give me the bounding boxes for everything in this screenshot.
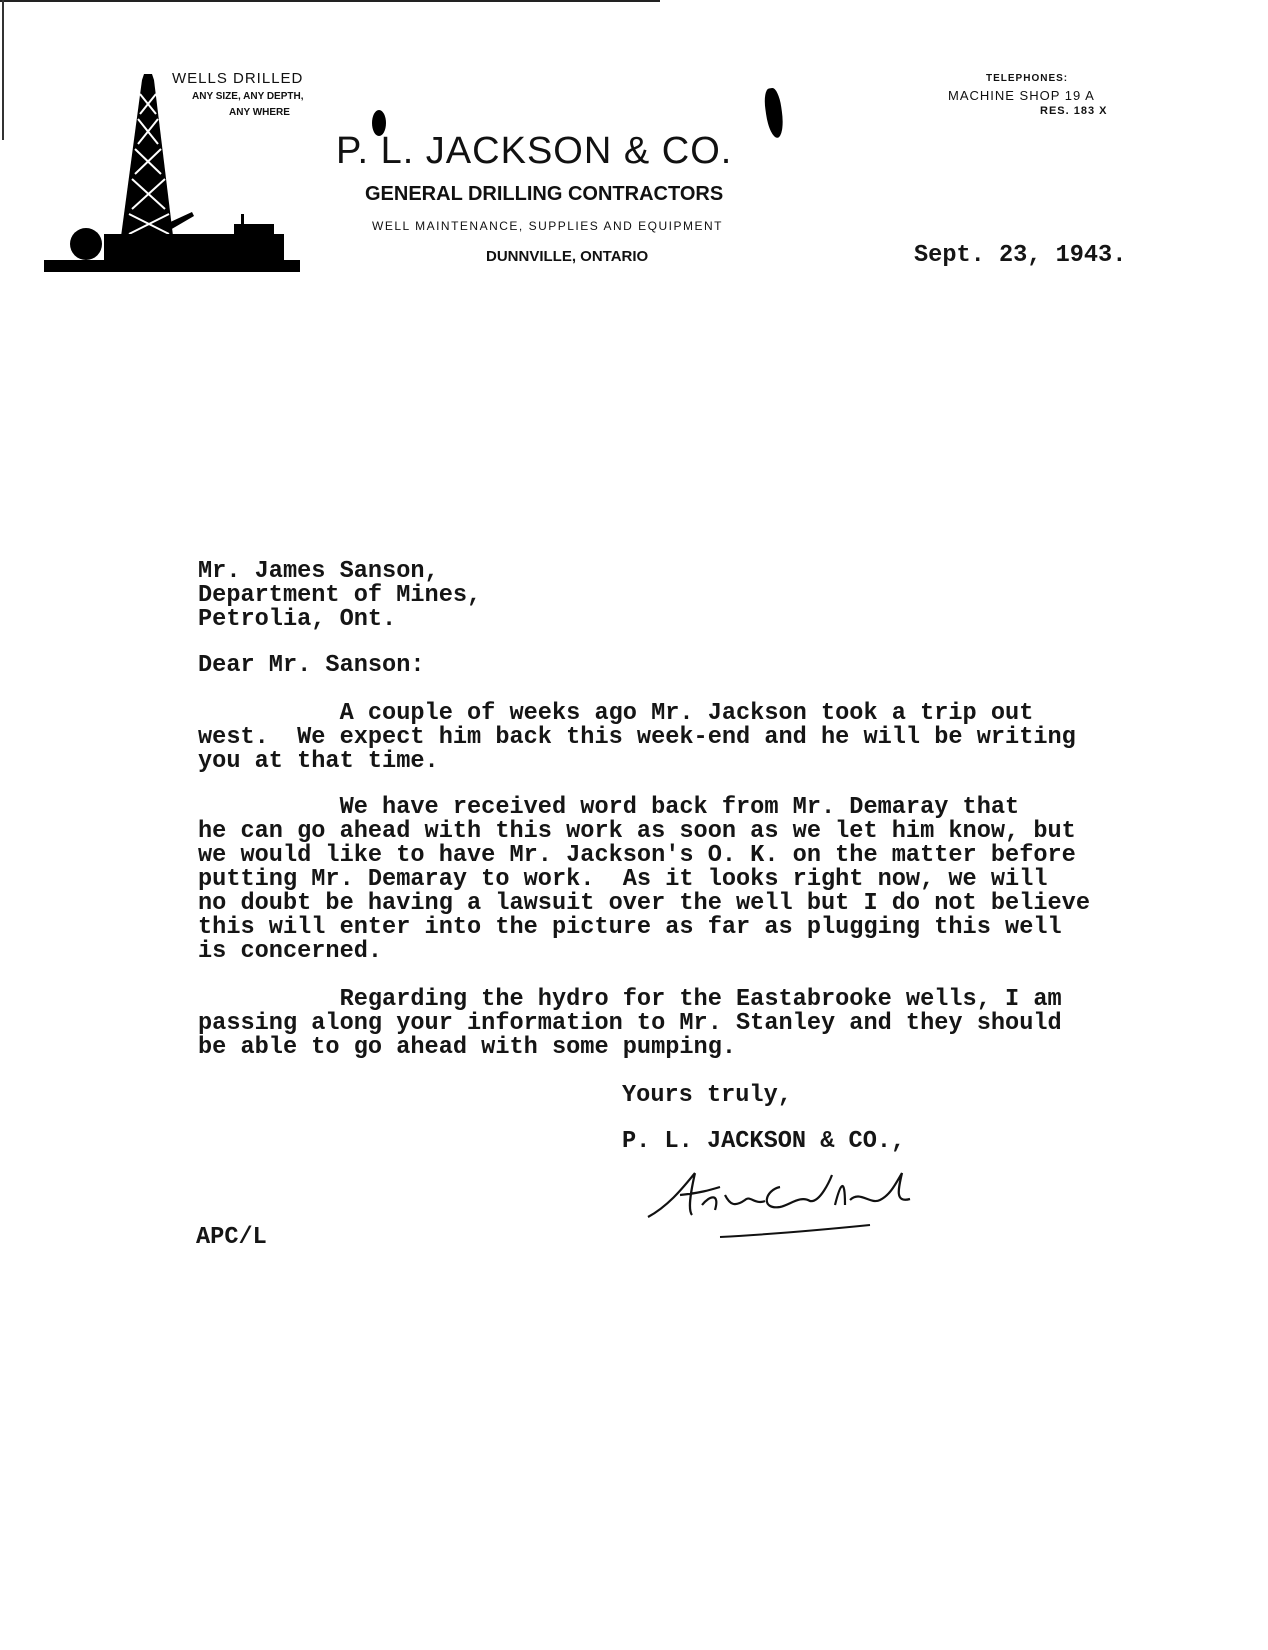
scan-edge-top <box>0 0 660 2</box>
company-tagline: GENERAL DRILLING CONTRACTORS <box>365 183 724 205</box>
ink-blot-icon <box>763 87 786 139</box>
paragraph-line: he can go ahead with this work as soon as we let him know, but <box>198 818 1076 845</box>
paragraph-line: be able to go ahead with some pumping. <box>198 1034 737 1061</box>
paragraph-line: no doubt be having a lawsuit over the well but I do not believe <box>198 890 1090 917</box>
closing: Yours truly, <box>622 1082 792 1109</box>
wells-drilled-title: WELLS DRILLED <box>172 70 304 87</box>
paragraph-line: Regarding the hydro for the Eastabrooke wells, I am <box>198 986 1062 1013</box>
telephones-label: TELEPHONES: <box>986 73 1069 84</box>
letter-date: Sept. 23, 1943. <box>914 242 1127 269</box>
paragraph-line: We have received word back from Mr. Demaray that <box>198 794 1020 821</box>
paragraph-line: passing along your information to Mr. Stanley and they should <box>198 1010 1062 1037</box>
paragraph-line: A couple of weeks ago Mr. Jackson took a trip out <box>198 700 1034 727</box>
paragraph-line: you at that time. <box>198 748 439 775</box>
signature-company: P. L. JACKSON & CO., <box>622 1128 906 1155</box>
salutation: Dear Mr. Sanson: <box>198 652 425 679</box>
paragraph-line: west. We expect him back this week-end and he will be writing <box>198 724 1076 751</box>
phone-residence: RES. 183 X <box>1040 105 1108 117</box>
paragraph-line: is concerned. <box>198 938 383 965</box>
paragraph-line: this will enter into the picture as far as plugging this well <box>198 914 1062 941</box>
reference-initials: APC/L <box>196 1224 267 1251</box>
paragraph-line: we would like to have Mr. Jackson's O. K. on the matter before <box>198 842 1076 869</box>
scan-edge-left <box>2 0 4 140</box>
paragraph-line: putting Mr. Demaray to work. As it looks right now, we will <box>198 866 1048 893</box>
company-location: DUNNVILLE, ONTARIO <box>486 248 649 265</box>
recipient-line: Petrolia, Ont. <box>198 606 397 633</box>
phone-machine-shop: MACHINE SHOP 19 A <box>948 88 1095 103</box>
wells-drilled-sub1: ANY SIZE, ANY DEPTH, <box>192 91 304 102</box>
recipient-line: Department of Mines, <box>198 582 482 609</box>
wells-drilled-sub2: ANY WHERE <box>229 107 290 118</box>
recipient-line: Mr. James Sanson, <box>198 558 439 585</box>
handwritten-signature <box>640 1165 930 1245</box>
company-services: WELL MAINTENANCE, SUPPLIES AND EQUIPMENT <box>372 219 723 233</box>
oil-derrick-logo-icon <box>44 74 304 274</box>
company-name: P. L. JACKSON & CO. <box>336 130 733 172</box>
